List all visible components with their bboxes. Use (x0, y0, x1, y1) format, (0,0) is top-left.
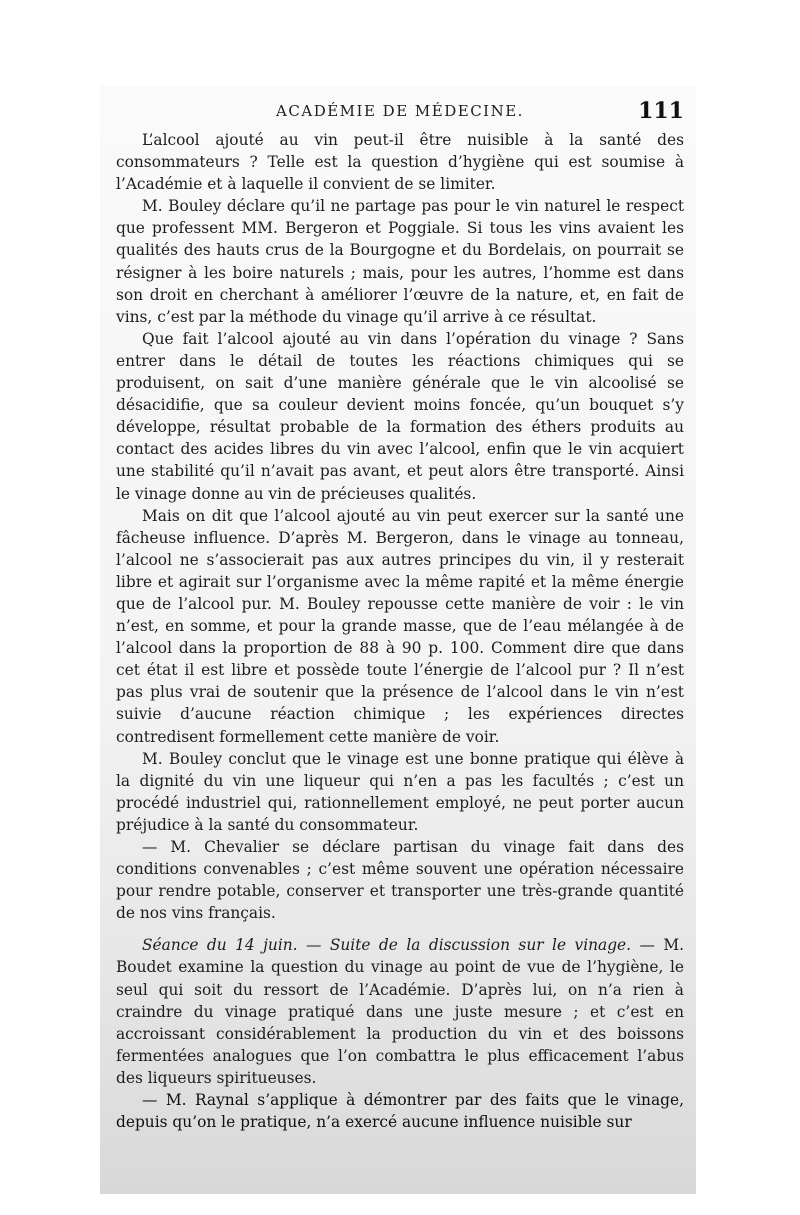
paragraph-6: — M. Chevalier se déclare partisan du vinage fait dans des conditions convenables ; c’est même souvent une opération nécessaire pour rendre potable, conserver et transporter une très-grande quantité de nos vins français. (116, 838, 684, 923)
closing-paragraph: — M. Raynal s’applique à démontrer par des faits que le vinage, depuis qu’on le pratique, n’a exercé aucune influence nuisible sur (116, 1091, 684, 1132)
page-number: 111 (638, 98, 684, 124)
paragraph-1: L’alcool ajouté au vin peut-il être nuisible à la santé des consommateurs ? Telle est la question d’hygiène qui est soumise à l’Académie et à laquelle il convient de se limiter. (116, 131, 684, 194)
body-text (116, 129, 684, 1133)
session-text: — M. Boudet examine la question du vinage au point de vue de l’hygiène, le seul qui soit du ressort de l’Académie. D’après lui, on n’a rien à craindre du vinage pratiqué dans une juste mesure ; et c’est en accroissant considérablement la production du vin et des boissons fermentées analogues que l’on combattra le plus efficacement l’abus des liqueurs spiritueuses. (116, 936, 684, 1087)
paragraph-2: M. Bouley déclare qu’il ne partage pas pour le vin naturel le respect que professent MM. Bergeron et Poggiale. Si tous les vins avaient les qualités des hauts crus de la Bourgogne et du Bordelais, on pourrait se résigner à les boire naturels ; mais, pour les autres, l’homme est dans son droit en cherchant à améliorer l’œuvre de la nature, et, en fait de vins, c’est par la méthode du vinage qu’il arrive à ce résultat. (116, 197, 684, 326)
running-header (116, 98, 684, 128)
running-title: ACADÉMIE DE MÉDECINE. (276, 102, 524, 120)
session-paragraph (116, 934, 684, 1089)
paragraph-3: Que fait l’alcool ajouté au vin dans l’opération du vinage ? Sans entrer dans le détail de toutes les réactions chimiques qui se produisent, on sait d’une manière générale que le vin alcoolisé se désacidifie, que sa couleur devient moins foncée, qu’un bouquet s’y développe, résultat probable de la formation des éthers produits au contact des acides libres du vin avec l’alcool, enfin que le vin acquiert une stabilité qu’il n’avait pas avant, et peut alors être transporté. Ainsi le vinage donne au vin de précieuses qualités. (116, 329, 684, 503)
session-heading: Séance du 14 juin. — Suite de la discussion sur le vinage. (142, 936, 632, 955)
paragraph-4: Mais on dit que l’alcool ajouté au vin peut exercer sur la santé une fâcheuse influence. D’après M. Bergeron, dans le vinage au tonneau, l’alcool ne s’associerait pas aux autres principes du vin, il y resterait libre et agirait sur l’organisme avec la même rapité et la même énergie que de l’alcool pur. M. Bouley repousse cette manière de voir : le vin n’est, en somme, et pour la grande masse, que de l’eau mélangée à de l’alcool dans la proportion de 88 à 90 p. 100. Comment dire que dans cet état il est libre et possède toute l’énergie de l’alcool pur ? Il n’est pas plus vrai de soutenir que la présence de l’alcool dans le vin n’est suivie d’aucune réaction chimique ; les expériences directes contredisent formellement cette manière de voir. (116, 506, 684, 746)
paragraph-5: M. Bouley conclut que le vinage est une bonne pratique qui élève à la dignité du vin une liqueur qui n’en a pas les facultés ; c’est un procédé industriel qui, rationnellement employé, ne peut porter aucun préjudice à la santé du consommateur. (116, 749, 684, 834)
